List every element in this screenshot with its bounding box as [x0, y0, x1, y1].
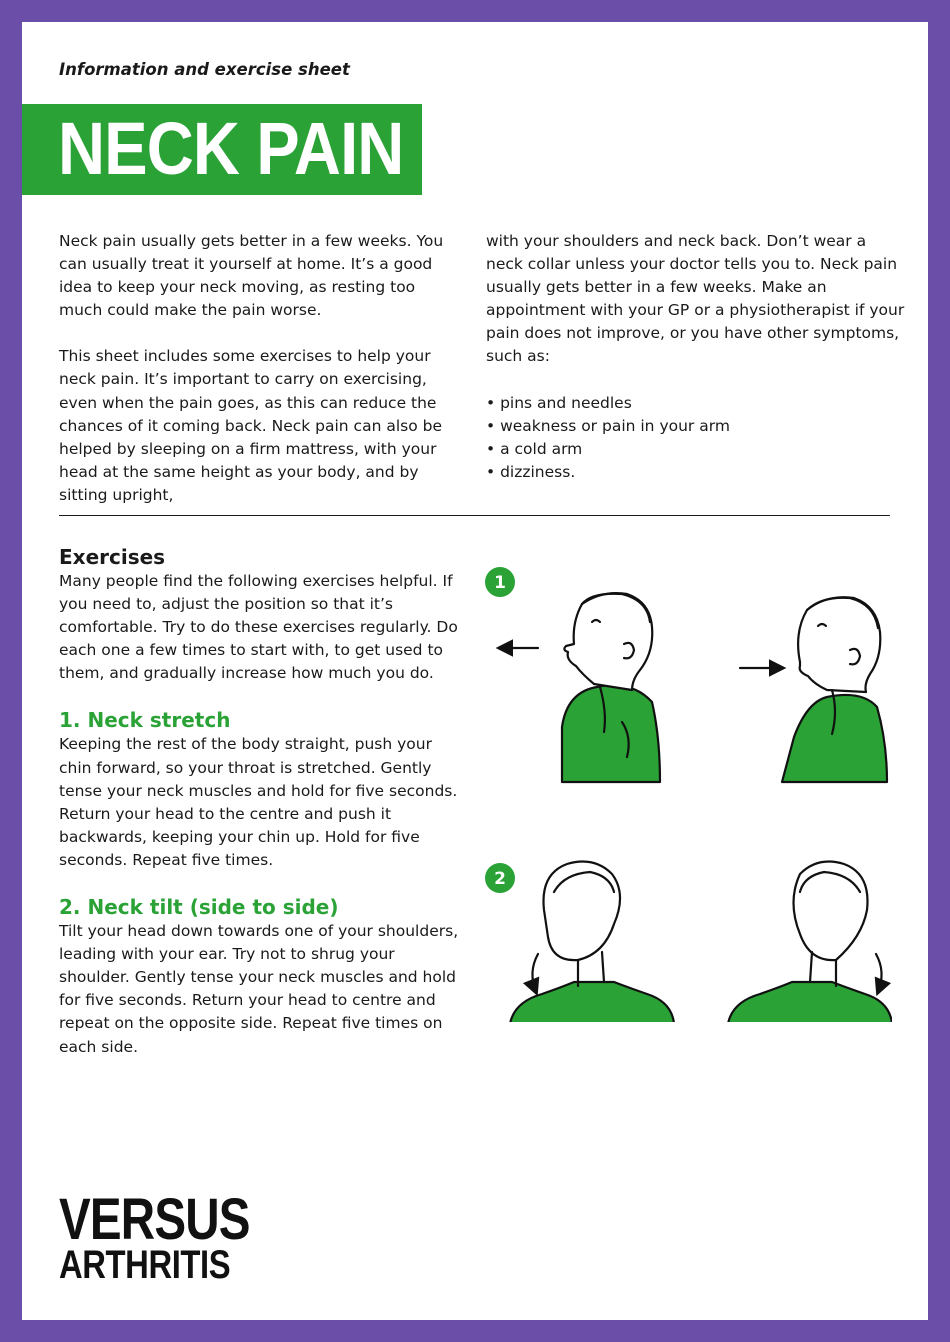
exercise-2-body: Tilt your head down towards one of your shoulders, leading with your ear. Try not to shrug your shoulder. Gently tense your neck muscles and hold for five seconds. Return your head to centre and repeat on the opposite side. Repeat five times on each side. — [59, 922, 459, 1056]
section-divider — [59, 515, 890, 516]
exercises-intro: Many people find the following exercises helpful. If you need to, adjust the position so that it’s comfortable. Try to do these exercises regularly. Do each one a few times to start with, to get used to them, and gradually increase how much you do. — [59, 572, 458, 683]
versus-arthritis-logo — [59, 1187, 250, 1287]
symptom-item: • pins and needles — [486, 392, 906, 415]
intro-right-column — [486, 230, 906, 484]
exercise-1-title: 1. Neck stretch — [59, 708, 231, 733]
info-sheet-page — [22, 22, 928, 1320]
exercises-section — [59, 544, 467, 1059]
intro-left-column — [59, 230, 459, 530]
intro-paragraph-1: Neck pain usually gets better in a few weeks. You can usually treat it yourself at home. It’s a good idea to keep your neck moving, as resting too much could make the pain worse. — [59, 232, 444, 320]
neck-tilt-left-figure — [510, 862, 674, 1022]
exercise-illustrations — [482, 562, 892, 1022]
exercise-1-badge — [485, 567, 515, 597]
badge-1-label: 1 — [494, 573, 506, 593]
symptom-item: • weakness or pain in your arm — [486, 415, 906, 438]
sheet-kicker: Information and exercise sheet — [59, 60, 350, 79]
logo-line-1: VERSUS — [59, 1187, 250, 1252]
title-banner — [22, 104, 422, 195]
badge-2-label: 2 — [494, 869, 506, 889]
tilt-arrow-right-icon — [876, 954, 882, 992]
tilt-arrow-left-icon — [532, 954, 538, 992]
symptom-item: • dizziness. — [486, 461, 906, 484]
exercise-2-title: 2. Neck tilt (side to side) — [59, 895, 339, 920]
neck-tilt-right-figure — [728, 862, 892, 1022]
neck-stretch-forward-figure — [500, 593, 660, 782]
logo-line-2: ARTHRITIS — [59, 1243, 231, 1287]
exercises-heading: Exercises — [59, 545, 166, 569]
symptom-item: • a cold arm — [486, 438, 906, 461]
exercise-2-badge — [485, 863, 515, 893]
exercise-1-body: Keeping the rest of the body straight, push your chin forward, so your throat is stretched. Gently tense your neck muscles and hold for five seconds. Return your head to the centre and push it backwards, keeping your chin up. Hold for five seconds. Repeat five times. — [59, 735, 458, 869]
neck-stretch-backward-figure — [740, 597, 887, 782]
intro-paragraph-3: with your shoulders and neck back. Don’t wear a neck collar unless your doctor tells you to. Neck pain usually gets better in a few weeks. Make an appointment with your GP or a physiotherapist if your pain does not improve, or you have other symptoms, such as: — [486, 232, 905, 366]
page-title: NECK PAIN — [58, 107, 404, 190]
intro-paragraph-2: This sheet includes some exercises to help your neck pain. It’s important to carry on exercising, even when the pain goes, as this can reduce the chances of it coming back. Neck pain can also be helped by sleeping on a firm mattress, with your head at the same height as your body, and by sitting upright, — [59, 347, 442, 504]
symptom-list — [486, 392, 906, 484]
